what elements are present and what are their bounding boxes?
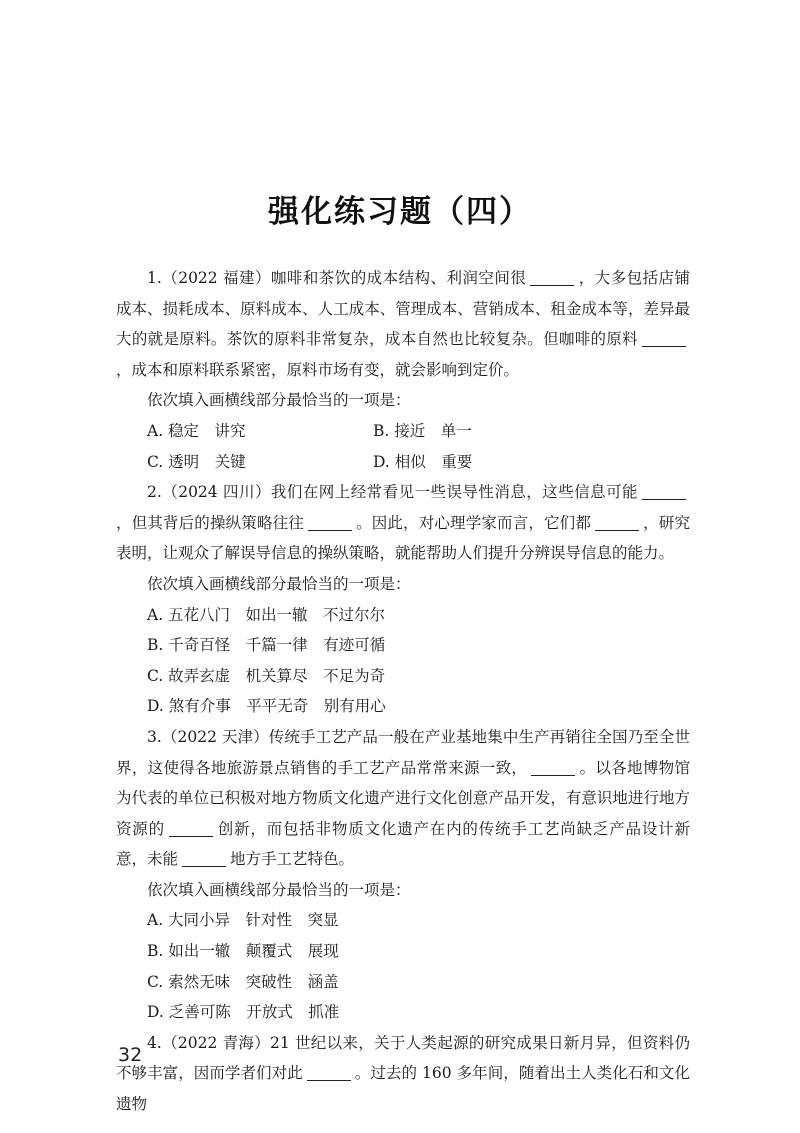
answer-blank [182, 848, 226, 867]
question-1-options-row [116, 416, 690, 447]
question-1-options-row [116, 447, 690, 478]
answer-blank [308, 512, 352, 531]
option-c: C. 索然无味 突破性 涵盖 [147, 972, 339, 991]
answer-blank [169, 818, 213, 837]
option-b: B. 如出一辙 颠覆式 展现 [147, 942, 339, 961]
question-1-prompt: 依次填入画横线部分最恰当的一项是： [147, 391, 411, 410]
answer-blank [307, 1062, 351, 1081]
option-c: C. 故弄玄虚 机关算尽 不足为奇 [147, 666, 386, 685]
question-2-text: 2.（2024 四川）我们在网上经常看见一些误导性消息，这些信息可能，但其背后的操纵策略往往 。因此，对心理学家而言，它们都 ，研究表明，让观众了解误导信息的操纵策略，就能帮助人们提升分辨误导信息的能力。 [116, 483, 690, 563]
question-2-prompt: 依次填入画横线部分最恰当的一项是： [147, 574, 411, 593]
option-d: D. 相似 重要 [373, 452, 473, 471]
question-4-text: 4.（2022 青海）21 世纪以来，关于人类起源的研究成果日新月异，但资料仍不够丰富，因而学者们对此 。过去的 160 多年间，随着出土人类化石和文化遗物 [116, 1033, 690, 1114]
answer-blank [595, 512, 639, 531]
question-3-text: 3.（2022 天津）传统手工艺产品一般在产业基地集中生产再销往全国乃至全世界，这使得各地旅游景点销售的手工艺产品常常来源一致， 。以各地博物馆为代表的单位已积极对地方物质文化遗产进行文化创意产品开发，有意识地进行地方资源的 创新，而包括非物质文化遗产在内的传统手工艺尚缺乏产品设计新意，未能 地方手工艺特色。 [116, 727, 690, 869]
option-a: A. 五花八门 如出一辙 不过尔尔 [147, 605, 386, 624]
option-a: A. 稳定 讲究 [147, 421, 246, 440]
answer-blank [642, 481, 686, 500]
option-d: D. 乏善可陈 开放式 抓准 [147, 1003, 340, 1022]
question-content [116, 263, 690, 1120]
page-number: 32 [118, 1044, 143, 1066]
answer-blank [530, 267, 574, 286]
answer-blank [531, 757, 575, 776]
answer-blank [642, 328, 686, 347]
question-1-text: 1.（2022 福建）咖啡和茶饮的成本结构、利润空间很 ，大多包括店铺成本、损耗成本、原料成本、人工成本、管理成本、营销成本、租金成本等，差异最大的就是原料。茶饮的原料非常复杂，成本自然也比较复杂。但咖啡的原料，成本和原料联系紧密，原料市场有变，就会影响到定价。 [116, 269, 690, 379]
option-a: A. 大同小异 针对性 突显 [147, 911, 339, 930]
option-b: B. 接近 单一 [373, 421, 472, 440]
option-b: B. 千奇百怪 千篇一律 有迹可循 [147, 636, 386, 655]
page-title: 强化练习题（四） [268, 194, 532, 230]
option-c: C. 透明 关键 [147, 452, 246, 471]
option-d: D. 煞有介事 平平无奇 别有用心 [147, 697, 386, 716]
question-3-prompt: 依次填入画横线部分最恰当的一项是： [147, 880, 411, 899]
